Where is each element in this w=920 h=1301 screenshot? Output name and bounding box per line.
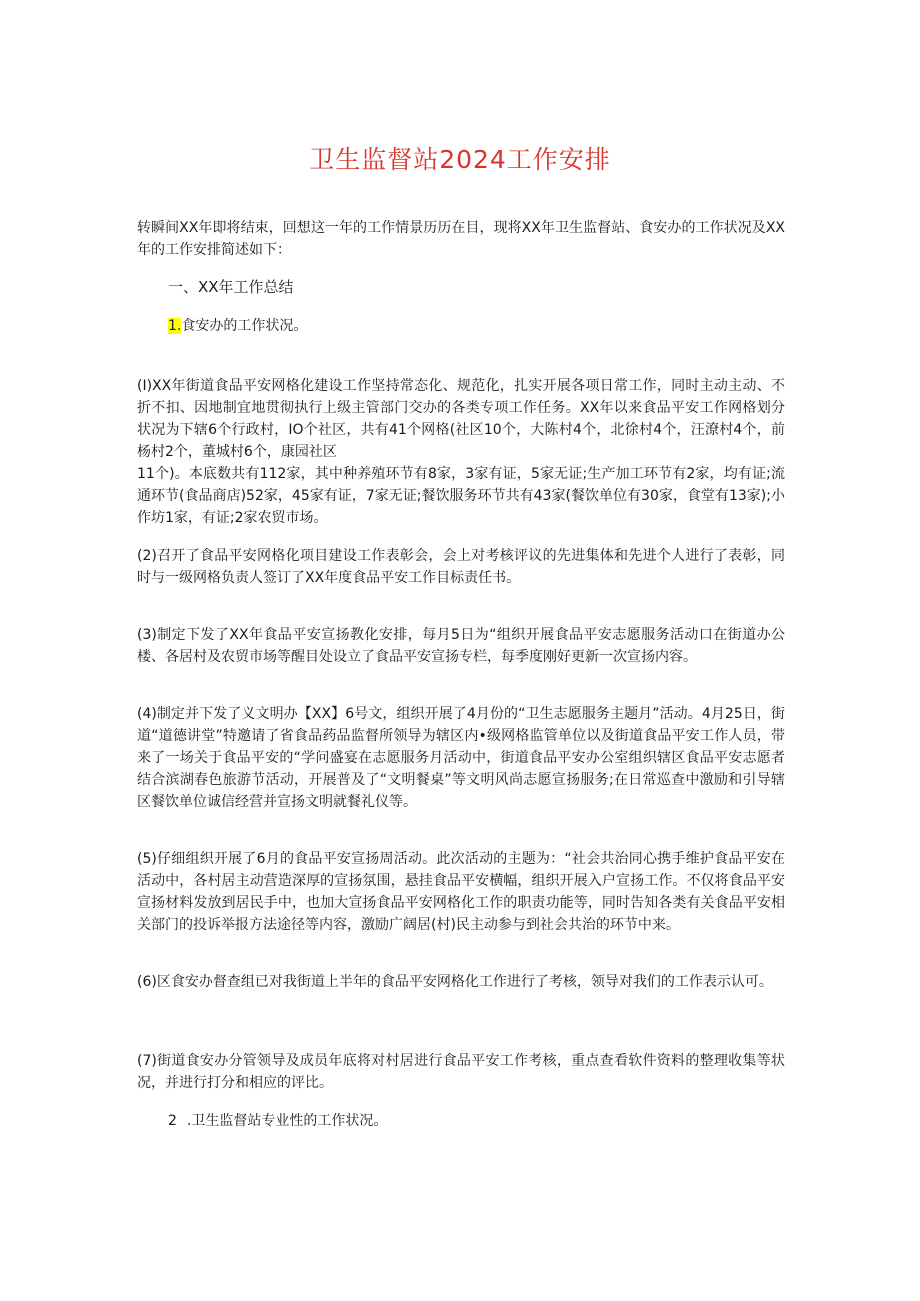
list-item-text: 食安办的工作状况。 bbox=[181, 318, 308, 334]
paragraph-1-text: (I)XX年街道食品平安网格化建设工作坚持常态化、规范化，扎实开展各项日常工作，同时主动主动、不折不扣、因地制宜地贯彻执行上级主管部门交办的各类专项工作任务。XX年以来食品平安工作网格划分状况为下辖6个行政村，IO个社区，共有41个网格(社区10个，大陈村4个，北徐村4个，汪潦村4个，前杨村2个，董城村6个，康园社区 bbox=[137, 378, 785, 460]
section-heading-summary: 一、XX年工作总结 bbox=[168, 278, 294, 296]
document-title: 卫生监督站2024工作安排 bbox=[309, 145, 611, 174]
list-item-number: 2 bbox=[168, 1113, 177, 1129]
paragraph-1 bbox=[137, 375, 785, 529]
paragraph-1-continuation: 11个)。本底数共有112家，其中种养殖环节有8家，3家有证，5家无证;生产加工环节有2家，均有证;流通环节(食品商店)52家，45家有证，7家无证;餐饮服务环节共有43家(餐饮单位有30家，食堂有13家);小作坊1家，有证;2家农贸市场。 bbox=[137, 466, 785, 526]
paragraph-3: (3)制定下发了XX年食品平安宣扬教化安排，每月5日为“组织开展食品平安志愿服务活动口在街道办公楼、各居村及农贸市场等醒目处设立了食品平安宣扬专栏，每季度刚好更新一次宣扬内容。 bbox=[137, 627, 785, 665]
paragraph-5: (5)仔细组织开展了6月的食品平安宣扬周活动。此次活动的主题为：“社会共治同心携手维护食品平安在活动中，各村居主动营造深厚的宣扬氛围，悬挂食品平安横幅，组织开展入户宣扬工作。不仅将食品平安宣扬材料发放到居民手中，也加大宣扬食品平安网格化工作的职责功能等，同时告知各类有关食品平安相关部门的投诉举报方法途径等内容，激励广阔居(村)民主动参与到社会共治的环节中来。 bbox=[137, 851, 785, 933]
intro-paragraph: 转瞬间XX年即将结束，回想这一年的工作情景历历在目，现将XX年卫生监督站、食安办的工作状况及XX年的工作安排简述如下： bbox=[137, 220, 785, 258]
paragraph-4: (4)制定并下发了义文明办【XX】6号文，组织开展了4月份的“卫生志愿服务主题月”活动。4月25日，街道“道德讲堂”特邀请了省食品药品监督所领导为辖区内•级网格监管单位以及街道食品平安工作人员，带来了一场关于食品平安的“学问盛宴在志愿服务月活动中，街道食品平安办公室组织辖区食品平安志愿者结合滨湖春色旅游节活动，开展普及了“文明餐桌”等文明风尚志愿宣扬服务;在日常巡查中激励和引导辖区餐饮单位诚信经营并宣扬文明就餐礼仪等。 bbox=[137, 706, 785, 810]
list-item-text: .卫生监督站专业性的工作状况。 bbox=[186, 1113, 388, 1129]
list-item-health-supervision-station bbox=[168, 1110, 387, 1132]
paragraph-6: (6)区食安办督查组已对我街道上半年的食品平安网格化工作进行了考核，领导对我们的工作表示认可。 bbox=[137, 974, 773, 990]
list-item-food-safety-office bbox=[168, 315, 307, 337]
paragraph-7: (7)街道食安办分管领导及成员年底将对村居进行食品平安工作考核，重点查看软件资料的整理收集等状况，并进行打分和相应的评比。 bbox=[137, 1053, 785, 1091]
highlighted-item-number: 1. bbox=[168, 318, 182, 334]
paragraph-2: (2)召开了食品平安网格化项目建设工作表彰会，会上对考核评议的先进集体和先进个人进行了表彰，同时与一级网格负责人签订了XX年度食品平安工作目标责任书。 bbox=[137, 548, 785, 586]
